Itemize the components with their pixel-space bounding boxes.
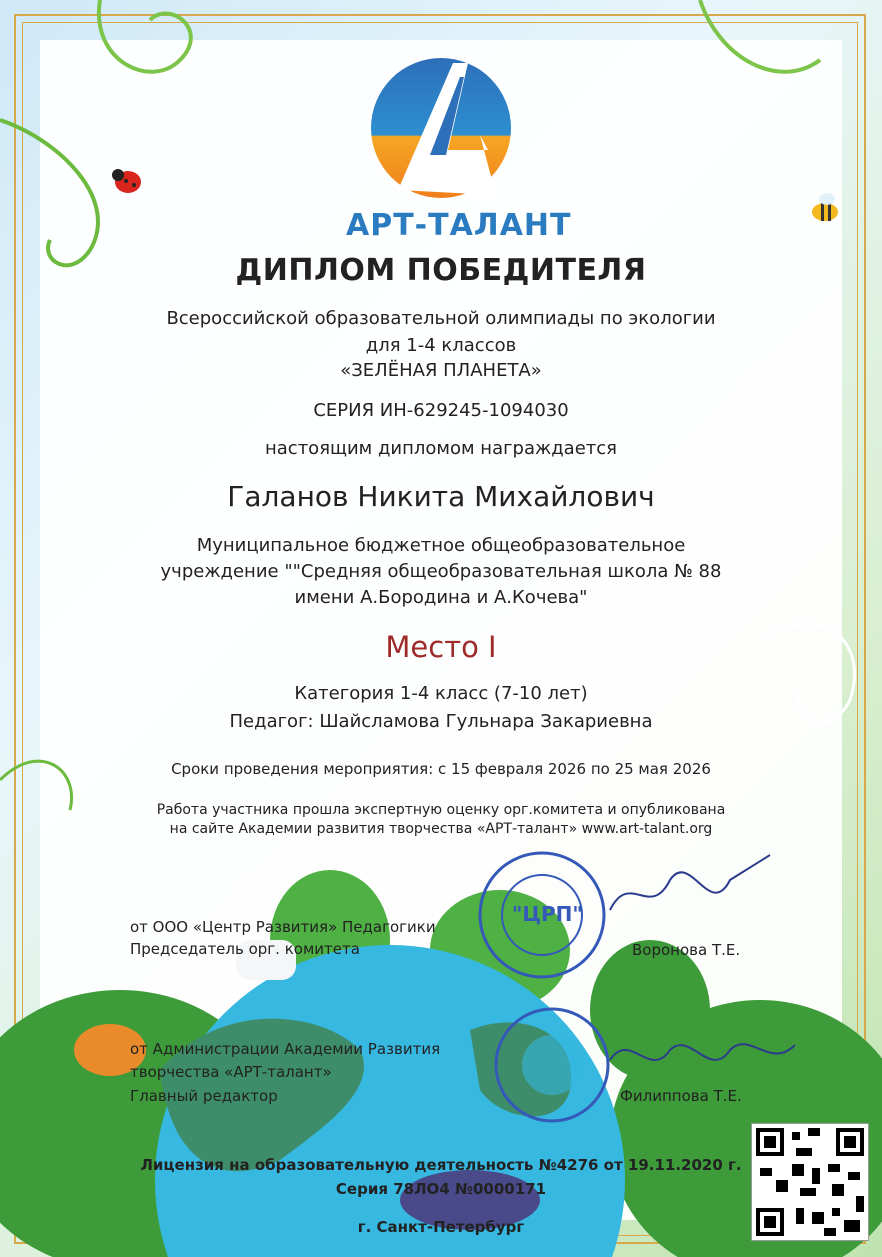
sig2-role: Главный редактор xyxy=(130,1087,278,1105)
sig1-name: Воронова Т.Е. xyxy=(632,941,741,959)
signature-voronova xyxy=(600,850,780,930)
school-line-1: Муниципальное бюджетное общеобразовательное xyxy=(196,535,686,556)
awarded-text: настоящим дипломом награждается xyxy=(265,438,617,459)
series-number: СЕРИЯ ИН-629245-1094030 xyxy=(313,400,569,421)
event-line-2: для 1-4 классов xyxy=(365,335,517,356)
event-line-3: «ЗЕЛЁНАЯ ПЛАНЕТА» xyxy=(340,360,542,381)
event-line-1: Всероссийской образовательной олимпиады по экологии xyxy=(166,308,716,329)
recipient-name: Галанов Никита Михайлович xyxy=(227,480,655,513)
event-dates: Сроки проведения мероприятия: с 15 февраля 2026 по 25 мая 2026 xyxy=(171,760,711,778)
sig2-org-1: от Администрации Академии Развития xyxy=(130,1040,441,1058)
diploma-title: ДИПЛОМ ПОБЕДИТЕЛЯ xyxy=(235,253,647,288)
qr-code[interactable] xyxy=(751,1123,869,1241)
brand-name: АРТ-ТАЛАНТ xyxy=(346,208,572,243)
sig1-role: Председатель орг. комитета xyxy=(130,940,360,958)
stamp-art-talant xyxy=(492,1005,612,1125)
art-talant-logo-icon xyxy=(368,55,514,201)
category: Категория 1-4 класс (7-10 лет) xyxy=(294,683,588,704)
sig2-org-2: творчества «АРТ-талант» xyxy=(130,1063,332,1081)
school-line-2: учреждение ""Средняя общеобразовательная школа № 88 xyxy=(160,561,722,582)
note-line-2: на сайте Академии развития творчества «АРТ-талант» www.art-talant.org xyxy=(169,821,713,837)
license-line-1: Лицензия на образовательную деятельность №4276 от 19.11.2020 г. xyxy=(140,1156,742,1174)
bee-icon xyxy=(805,190,847,228)
school-line-3: имени А.Бородина и А.Кочева" xyxy=(294,587,588,608)
stamp-text: "ЦРП" xyxy=(512,902,583,926)
city: г. Санкт-Петербург xyxy=(357,1218,525,1236)
note-line-1: Работа участника прошла экспертную оценку орг.комитета и опубликована xyxy=(156,802,726,818)
ladybug-icon xyxy=(108,165,148,197)
sig2-name: Филиппова Т.Е. xyxy=(620,1087,742,1105)
license-line-2: Серия 78ЛО4 №0000171 xyxy=(335,1180,547,1198)
teacher: Педагог: Шайсламова Гульнара Закариевна xyxy=(229,711,653,732)
place-award: Место I xyxy=(385,630,497,664)
sig1-org: от ООО «Центр Развития» Педагогики xyxy=(130,918,436,936)
